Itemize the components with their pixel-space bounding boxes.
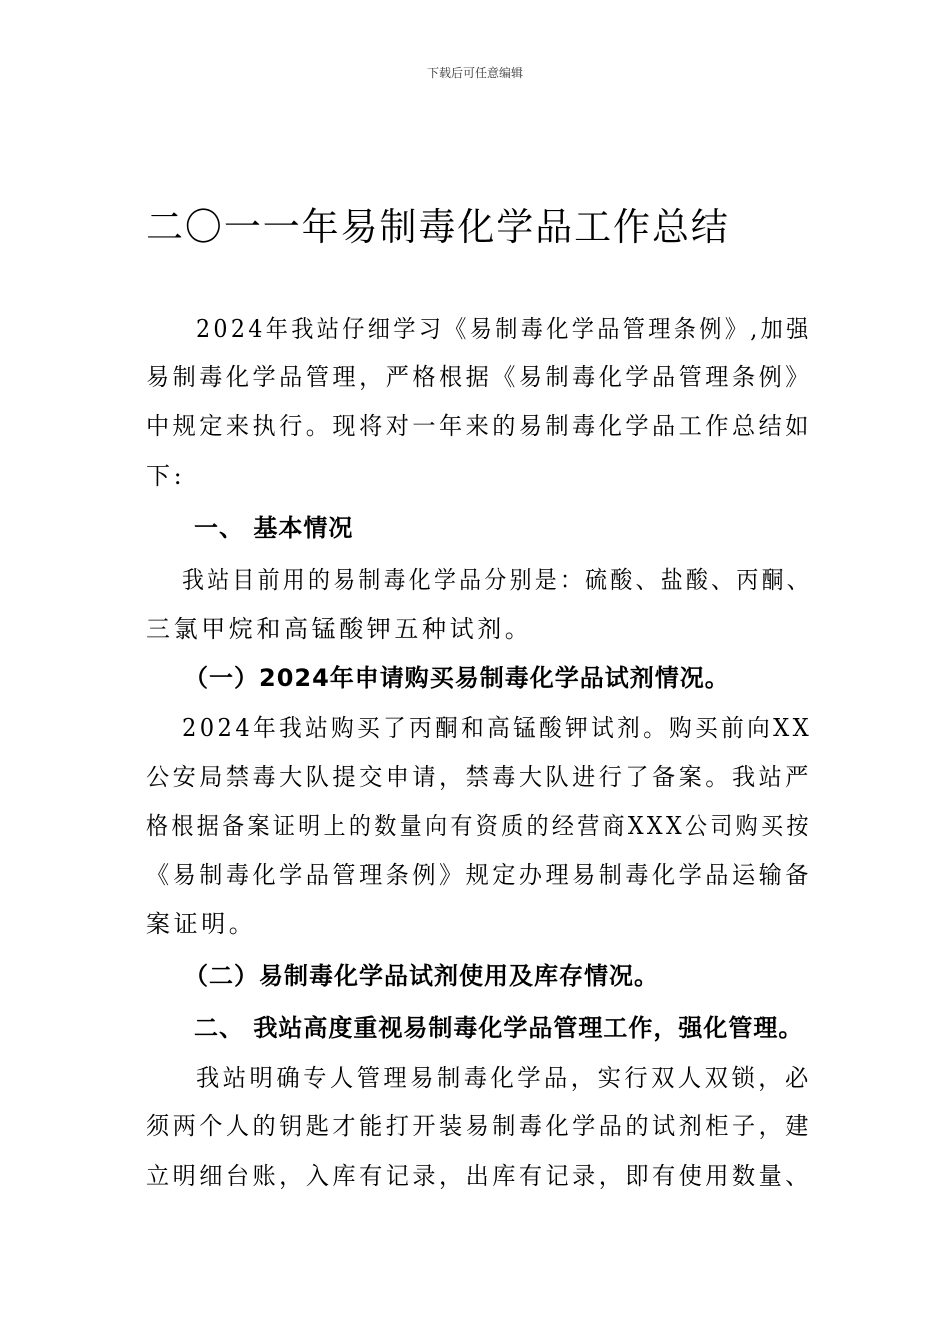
- sub1-heading: （一）2024年申请购买易制毒化学品试剂情况。: [184, 664, 730, 692]
- page-header-note: 下载后可任意编辑: [426, 66, 523, 80]
- section2-heading: 二、 我站高度重视易制毒化学品管理工作，强化管理。: [194, 1014, 804, 1042]
- section2-line-2: 须两个人的钥匙才能打开装易制毒化学品的试剂柜子，建: [146, 1112, 812, 1140]
- sub1-line-4: 《易制毒化学品管理条例》规定办理易制毒化学品运输备: [146, 861, 812, 889]
- sub2-heading: （二）易制毒化学品试剂使用及库存情况。: [184, 962, 659, 990]
- section1-line-1: 我站目前用的易制毒化学品分别是：硫酸、盐酸、丙酮、: [182, 566, 812, 594]
- intro-line-2: 易制毒化学品管理，严格根据《易制毒化学品管理条例》: [146, 363, 812, 391]
- sub1-line-1: 2024年我站购买了丙酮和高锰酸钾试剂。购买前向XX: [182, 714, 813, 742]
- section1-heading: 一、 基本情况: [194, 514, 354, 542]
- intro-line-1: 2024年我站仔细学习《易制毒化学品管理条例》,加强: [196, 315, 812, 343]
- sub1-line-2: 公安局禁毒大队提交申请，禁毒大队进行了备案。我站严: [146, 763, 812, 791]
- section2-line-3: 立明细台账，入库有记录，出库有记录，即有使用数量、: [146, 1162, 812, 1190]
- sub1-line-3: 格根据备案证明上的数量向有资质的经营商XXX公司购买按: [146, 812, 812, 840]
- intro-line-3: 中规定来执行。现将对一年来的易制毒化学品工作总结如: [146, 412, 812, 440]
- section1-line-2: 三氯甲烷和高锰酸钾五种试剂。: [146, 615, 533, 643]
- document-title: 二〇一一年易制毒化学品工作总结: [146, 205, 730, 249]
- section2-line-1: 我站明确专人管理易制毒化学品，实行双人双锁，必: [196, 1064, 812, 1092]
- intro-line-4: 下:: [146, 462, 186, 490]
- sub1-line-5: 案证明。: [146, 910, 257, 938]
